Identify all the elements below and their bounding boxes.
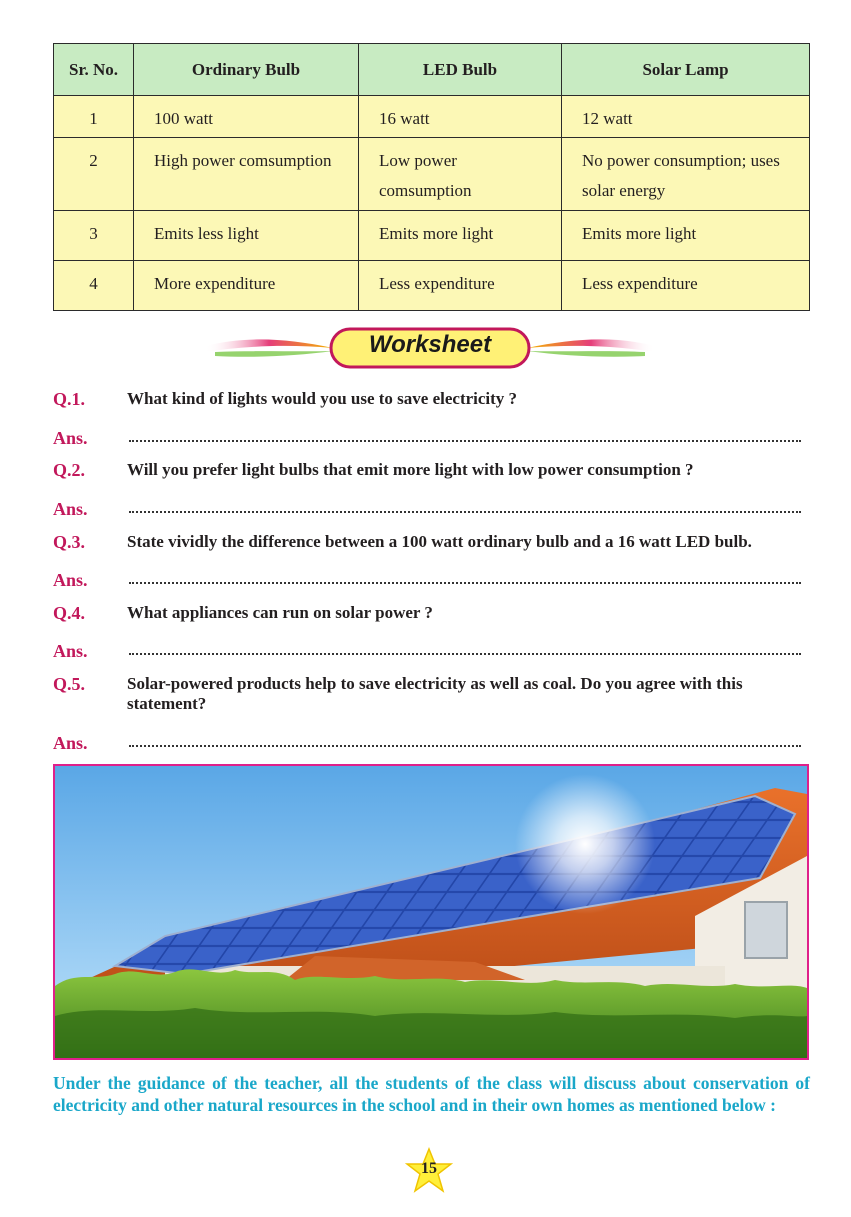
table-cell: Less expenditure — [582, 274, 698, 293]
header-led-bulb: LED Bulb — [359, 44, 562, 96]
row-number: 4 — [89, 274, 98, 293]
page-number: 15 — [421, 1160, 437, 1177]
solar-roof-photo — [53, 764, 809, 1060]
table-cell: Emits less light — [154, 224, 259, 243]
table-cell: 100 watt — [154, 109, 214, 128]
row-number: 1 — [89, 109, 98, 128]
question-label: Q.2. — [53, 460, 86, 480]
answer-label: Ans. — [53, 641, 88, 661]
answer-dotted-line[interactable] — [129, 582, 801, 584]
instructions-text: Under the guidance of the teacher, all the students of the class will discuss about conservation of electricity and other natural resources in the school and in their own homes as mentioned below : — [53, 1073, 810, 1115]
answer-label: Ans. — [53, 499, 88, 519]
question-text: What appliances can run on solar power ? — [127, 603, 433, 622]
answer-dotted-line[interactable] — [129, 511, 801, 513]
page-number-badge — [405, 1147, 453, 1195]
table-cell: 16 watt — [379, 109, 430, 128]
table-cell: More expenditure — [154, 274, 276, 293]
table-cell: Emits more light — [379, 224, 494, 243]
table-row — [54, 96, 810, 138]
table-header-row — [54, 44, 810, 96]
answer-dotted-line[interactable] — [129, 440, 801, 442]
table-cell: No power consumption; uses solar energy — [582, 151, 780, 200]
table-cell: Low power comsumption — [379, 151, 472, 200]
question-label: Q.1. — [53, 389, 86, 409]
answer-dotted-line[interactable] — [129, 653, 801, 655]
question-text: What kind of lights would you use to save electricity ? — [127, 389, 518, 408]
question-label: Q.4. — [53, 603, 86, 623]
table-cell: 12 watt — [582, 109, 633, 128]
table-row — [54, 261, 810, 311]
answer-dotted-line[interactable] — [129, 745, 801, 747]
table-cell: Less expenditure — [379, 274, 495, 293]
header-sr-no: Sr. No. — [54, 44, 134, 96]
table-row — [54, 211, 810, 261]
header-ordinary-bulb: Ordinary Bulb — [134, 44, 359, 96]
row-number: 3 — [89, 224, 98, 243]
comparison-table — [53, 43, 810, 311]
header-solar-lamp: Solar Lamp — [562, 44, 810, 96]
solar-house-illustration — [55, 766, 807, 1058]
table-row — [54, 138, 810, 211]
question-text: State vividly the difference between a 100 watt ordinary bulb and a 16 watt LED bulb. — [127, 532, 752, 551]
question-label: Q.3. — [53, 532, 86, 552]
answer-label: Ans. — [53, 570, 88, 590]
question-label: Q.5. — [53, 674, 86, 694]
question-text: Solar-powered products help to save electricity as well as coal. Do you agree with this statement? — [127, 674, 743, 713]
question-text: Will you prefer light bulbs that emit more light with low power consumption ? — [127, 460, 694, 479]
row-number: 2 — [89, 151, 98, 170]
worksheet-title: Worksheet — [368, 331, 492, 358]
worksheet-banner — [205, 326, 655, 372]
answer-label: Ans. — [53, 733, 88, 753]
table-cell: Emits more light — [582, 224, 697, 243]
answer-label: Ans. — [53, 428, 88, 448]
table-cell: High power comsumption — [154, 151, 332, 170]
